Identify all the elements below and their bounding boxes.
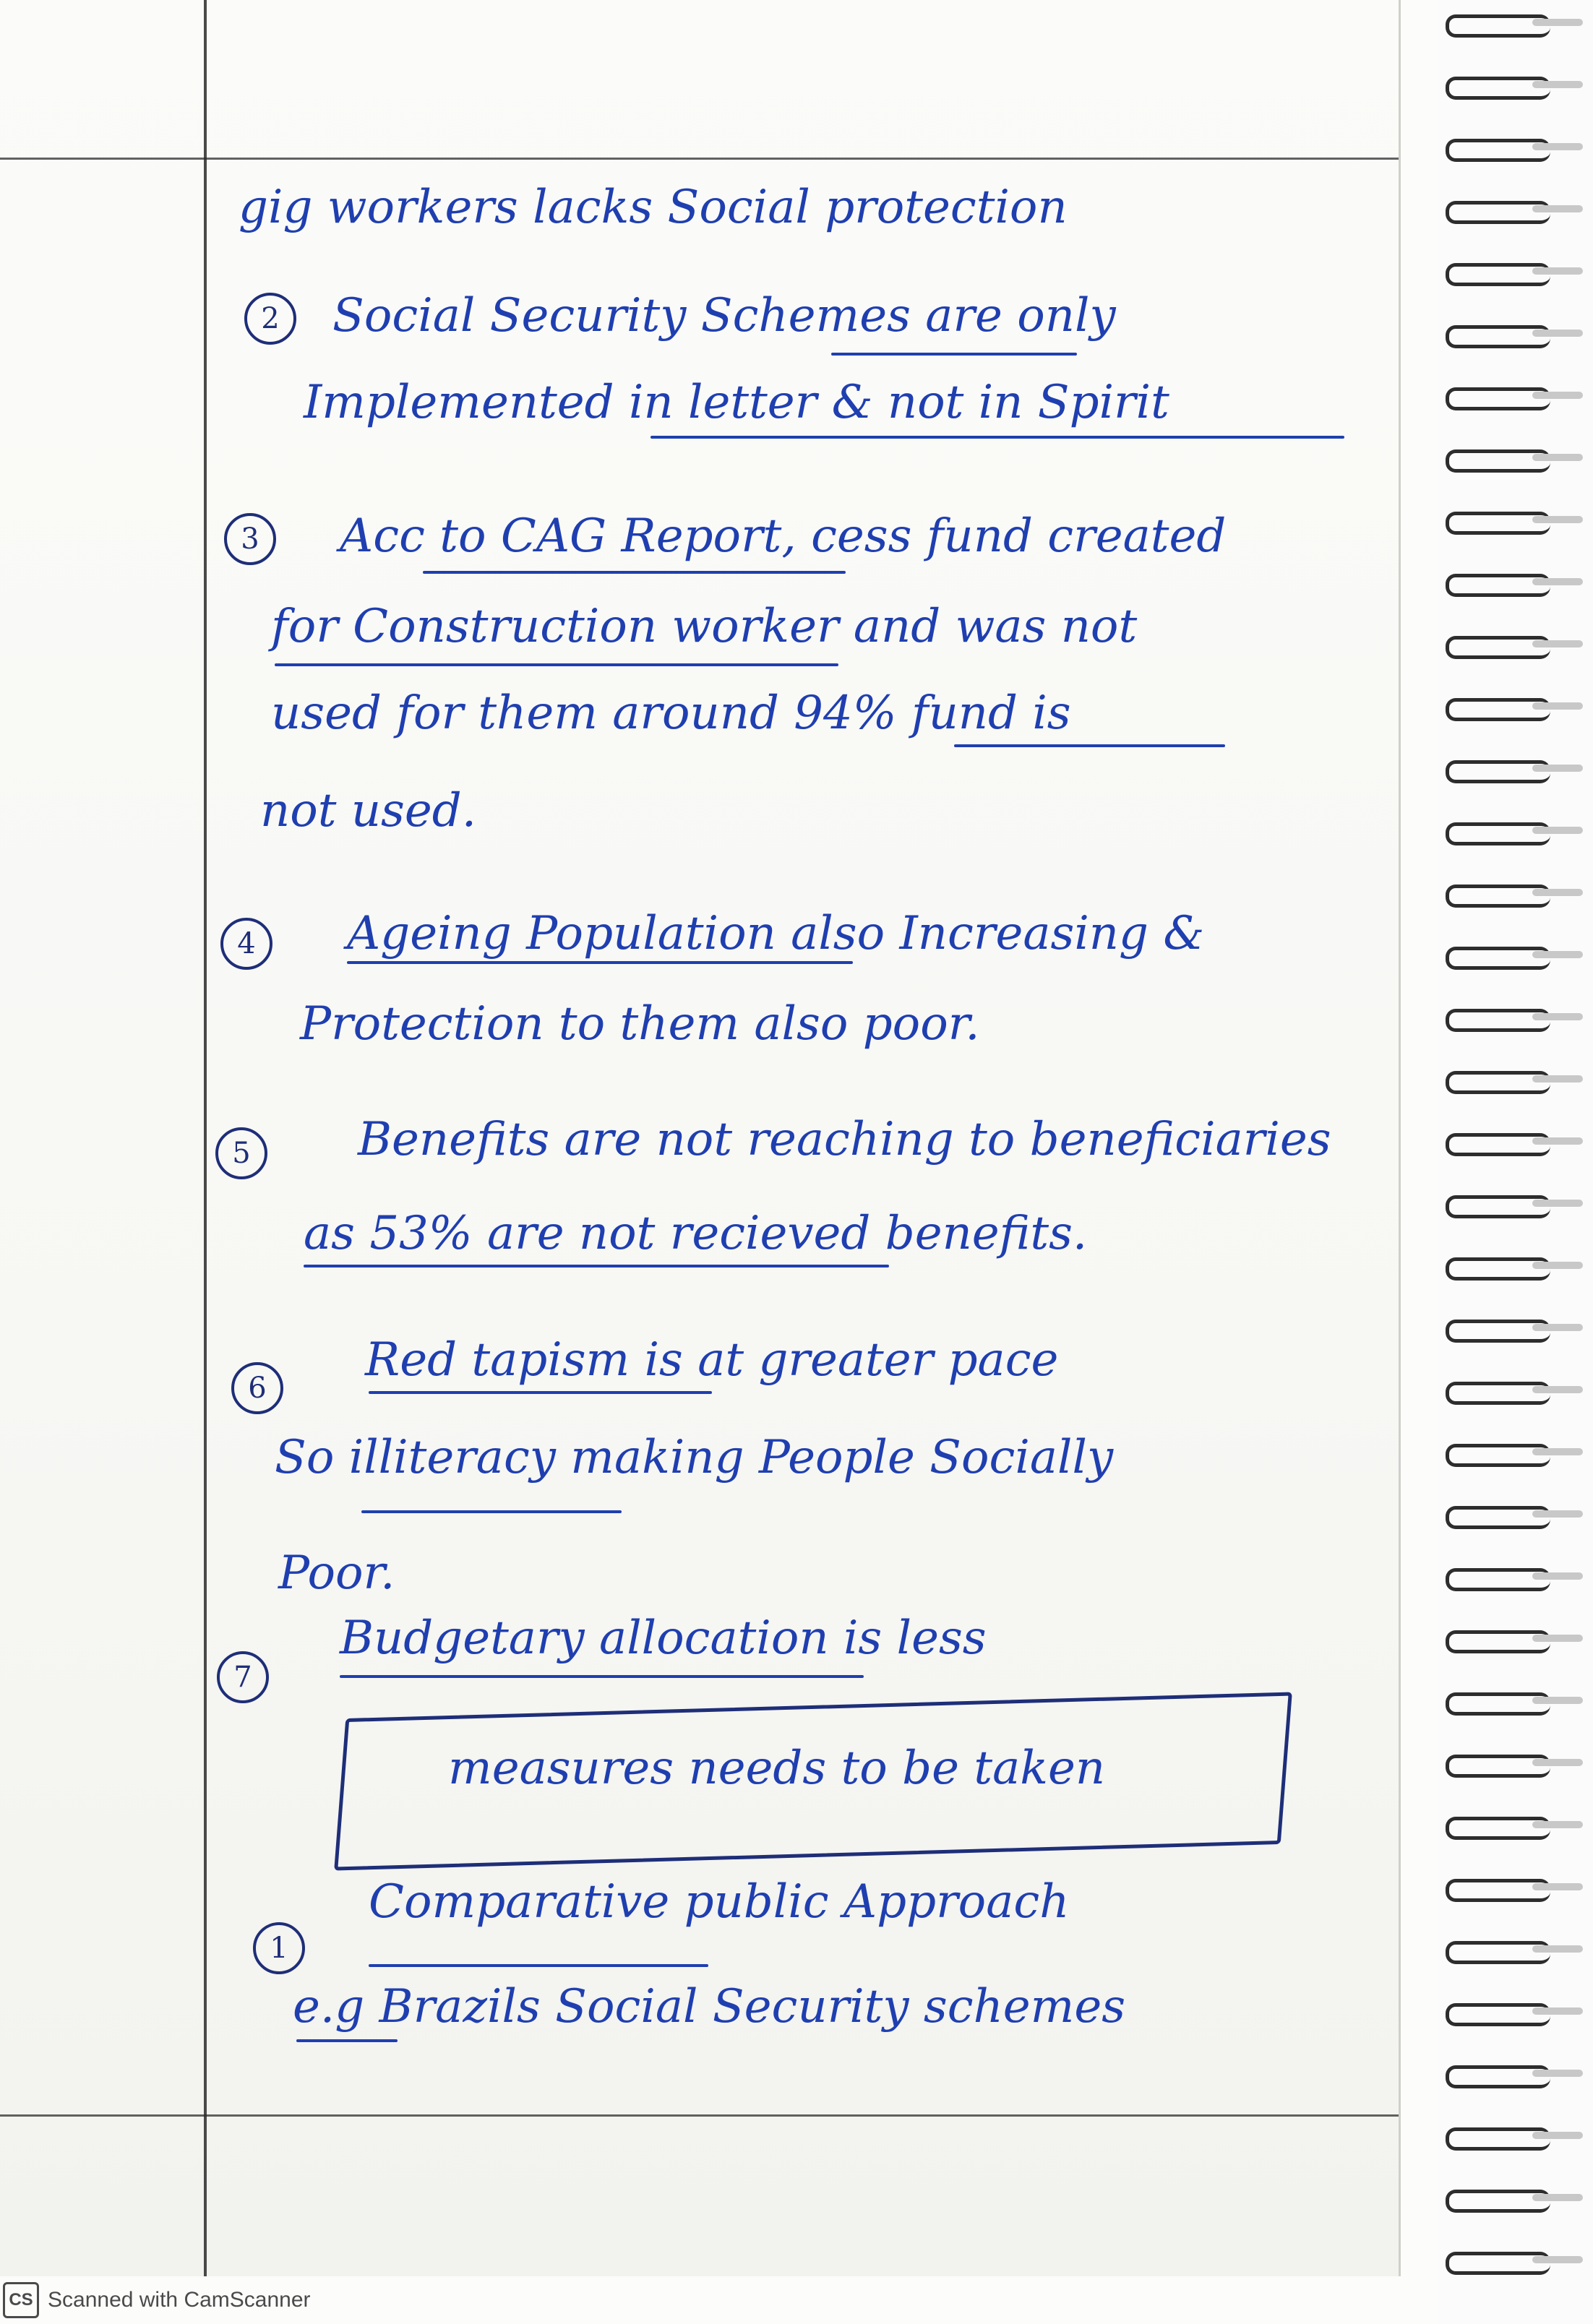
item-number-6: 6 [231, 1362, 283, 1414]
spiral-ring [1446, 325, 1583, 344]
spiral-ring [1446, 201, 1583, 220]
note-line-17: Comparative public Approach [369, 1875, 1070, 1929]
underline-construction-worker [275, 663, 838, 666]
spiral-ring [1446, 574, 1583, 593]
spiral-ring [1446, 77, 1583, 95]
spiral-ring [1446, 885, 1583, 903]
underline-eg [296, 2039, 398, 2042]
spiral-ring [1446, 449, 1583, 468]
spiral-ring [1446, 1692, 1583, 1711]
note-line-8: Ageing Population also Increasing & [347, 907, 1205, 960]
item-number-2: 2 [244, 293, 296, 345]
note-line-18: e.g Brazils Social Security schemes [293, 1980, 1126, 2033]
note-line-5: for Construction worker and was not [271, 600, 1138, 653]
underline-comparative [369, 1964, 708, 1967]
note-line-12: Red tapism is at greater pace [365, 1333, 1059, 1387]
note-line-14: Poor. [278, 1546, 395, 1600]
spiral-ring [1446, 822, 1583, 841]
item-number-7: 7 [217, 1651, 269, 1703]
spiral-ring [1446, 1630, 1583, 1649]
spiral-ring [1446, 2127, 1583, 2146]
bottom-ruled-line [0, 2114, 1399, 2117]
underline-schemes [831, 353, 1077, 356]
spiral-ring [1446, 1755, 1583, 1773]
note-line-9: Protection to them also poor. [300, 997, 980, 1051]
underline-fund [954, 744, 1225, 747]
scanner-footer [3, 2276, 437, 2324]
spiral-ring [1446, 387, 1583, 406]
underline-letter-spirit [650, 436, 1344, 439]
spiral-ring [1446, 263, 1583, 282]
note-line-16: measures needs to be taken [448, 1742, 1106, 1795]
spiral-ring [1446, 1257, 1583, 1276]
spiral-ring [1446, 1817, 1583, 1835]
top-ruled-line [0, 158, 1399, 160]
item-number-3: 3 [224, 513, 276, 565]
spiral-ring [1446, 14, 1583, 33]
scanner-watermark-label: Scanned with CamScanner [48, 2288, 311, 2312]
item-number-4: 4 [220, 918, 272, 970]
spiral-ring [1446, 1444, 1583, 1463]
note-line-2: Social Security Schemes are only [332, 289, 1116, 343]
spiral-ring [1446, 760, 1583, 779]
spiral-ring [1446, 2252, 1583, 2271]
spiral-ring [1446, 947, 1583, 965]
spiral-ring [1446, 1941, 1583, 1960]
spiral-ring [1446, 1879, 1583, 1898]
note-line-11: as 53% are not recieved benefits. [304, 1207, 1088, 1260]
spiral-ring [1446, 2003, 1583, 2022]
margin-line [204, 0, 207, 2276]
note-line-7: not used. [260, 784, 477, 838]
underline-budgetary-allocation [340, 1675, 864, 1678]
note-line-6: used for them around 94% fund is [271, 687, 1071, 740]
spiral-ring [1446, 512, 1583, 530]
camscanner-logo: CS [3, 2282, 39, 2318]
note-line-3: Implemented in letter & not in Spirit [304, 376, 1169, 429]
item-number-5: 5 [215, 1127, 267, 1179]
note-line-4: Acc to CAG Report, cess fund created [340, 509, 1227, 563]
spiral-ring [1446, 1382, 1583, 1400]
spiral-ring [1446, 1009, 1583, 1028]
underline-ageing-population [347, 961, 853, 964]
note-line-13: So illiteracy making People Socially [275, 1431, 1114, 1484]
underline-illiteracy [361, 1510, 622, 1513]
note-line-10: Benefits are not reaching to beneficiaries [358, 1113, 1331, 1166]
spiral-ring [1446, 1195, 1583, 1214]
underline-53-percent [304, 1265, 889, 1268]
spiral-ring [1446, 636, 1583, 655]
note-line-1: gig workers lacks Social protection [239, 181, 1068, 234]
item-number-1: 1 [253, 1922, 305, 1974]
underline-cag-report [423, 571, 846, 574]
note-line-15: Budgetary allocation is less [340, 1611, 987, 1665]
spiral-ring [1446, 1568, 1583, 1587]
spiral-ring [1446, 1071, 1583, 1090]
spiral-ring [1446, 2065, 1583, 2084]
spiral-ring [1446, 1133, 1583, 1152]
spiral-ring [1446, 2190, 1583, 2208]
spiral-binding [1438, 0, 1593, 2324]
spiral-ring [1446, 1320, 1583, 1338]
spiral-ring [1446, 139, 1583, 158]
underline-red-tapism [369, 1391, 712, 1394]
spiral-ring [1446, 1506, 1583, 1525]
spiral-ring [1446, 698, 1583, 717]
